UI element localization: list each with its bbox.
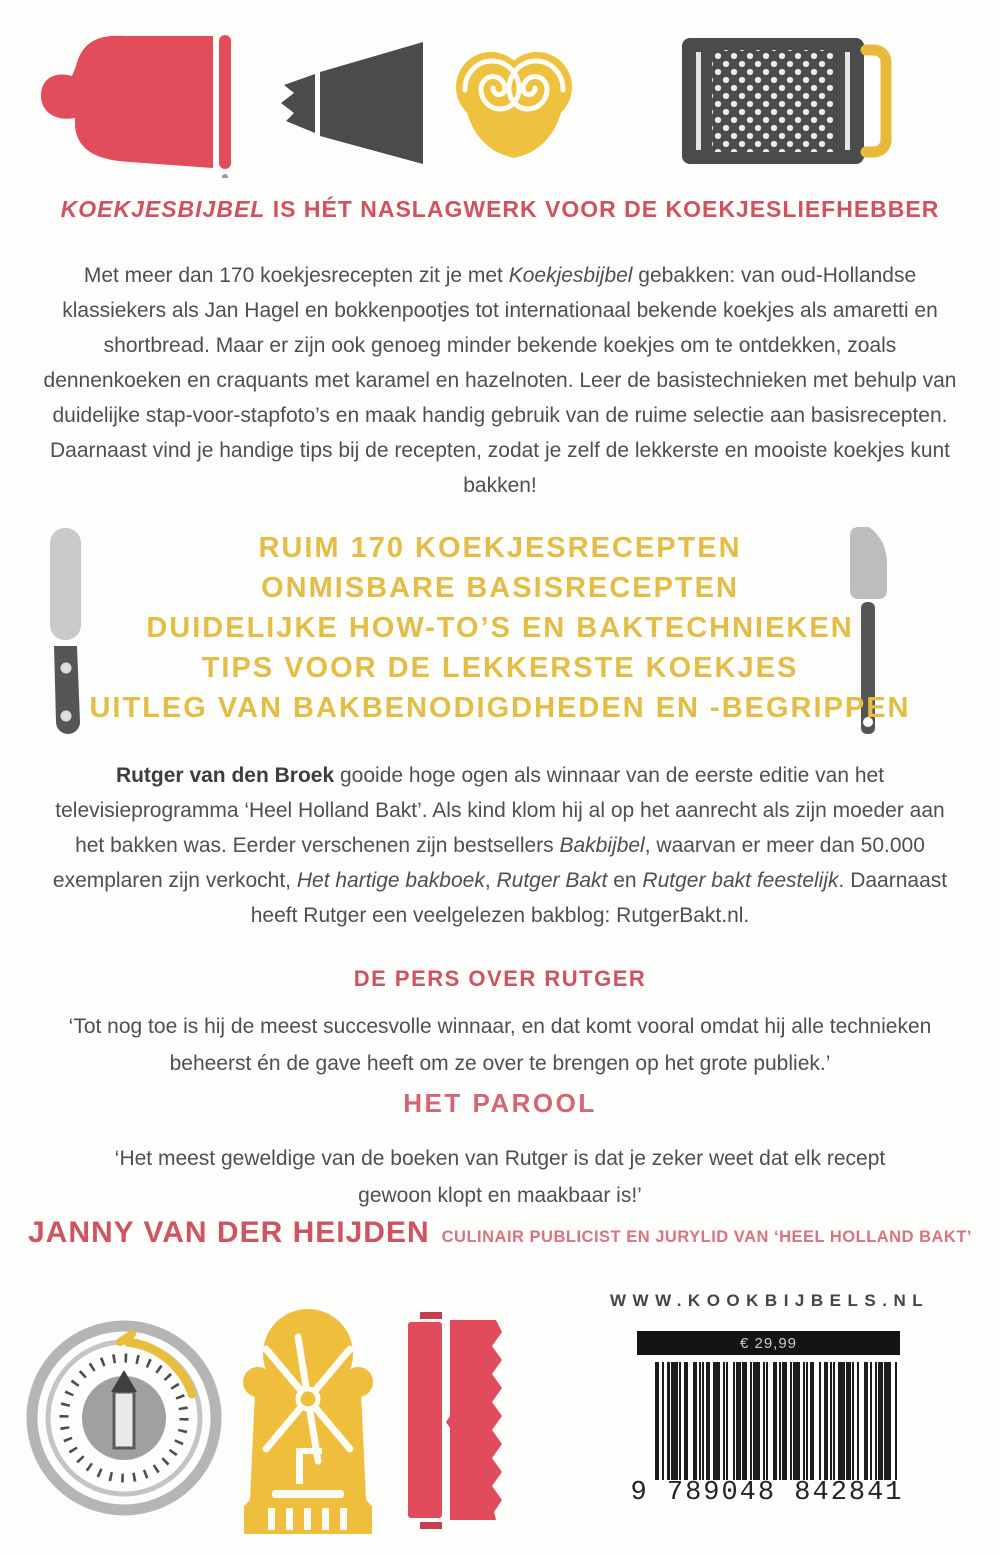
dough-scraper-icon bbox=[406, 1312, 541, 1532]
price-label: € 29,99 bbox=[739, 1334, 798, 1352]
kitchen-timer-icon bbox=[24, 1318, 224, 1518]
publisher-website: WWW.KOOKBIJBELS.NL bbox=[610, 1291, 930, 1310]
tagline-rest: IS HÉT NASLAGWERK VOOR DE KOEKJESLIEFHEBBER bbox=[265, 196, 940, 222]
feature-item: DUIDELIJKE HOW-TO’S EN BAKTECHNIEKEN bbox=[146, 612, 854, 644]
price-bar bbox=[637, 1331, 900, 1355]
palmier-cookie-icon bbox=[455, 32, 573, 172]
tagline-heading bbox=[40, 196, 960, 223]
feature-item: RUIM 170 KOEKJESRECEPTEN bbox=[258, 532, 742, 564]
press-source-parool: HET PAROOL bbox=[403, 1088, 597, 1118]
intro-paragraph: Met meer dan 170 koekjesrecepten zit je met Koekjesbijbel gebakken: van oud-Hollandse klassiekers als Jan Hagel en bokkenpootjes tot internationaal bekende koekjes als amaretti en shortbread. Maar er zijn ook genoeg minder bekende koekjes om te ontdekken, zoals dennenkoeken en craquants met karamel en hazelnoten. Leer de basistechnieken met behulp van duidelijke stap-voor-stapfoto’s en maak handig gebruik van de ruime selectie aan basisrecepten. Daarnaast vind je handige tips bij de recepten, zodat je zelf de lekkerste en mooiste koekjes kunt bakken! bbox=[43, 264, 957, 497]
press-heading: DE PERS OVER RUTGER bbox=[353, 966, 647, 991]
barcode-bars bbox=[655, 1362, 900, 1480]
windmill-cookie-icon bbox=[236, 1302, 380, 1538]
press-quote-parool: ‘Tot nog toe is hij de meest succesvolle winnaar, en dat komt vooral omdat hij alle technieken beheerst én de gave heeft om ze over te brengen op het grote publiek.’ bbox=[68, 1015, 932, 1075]
press-source-janny bbox=[28, 1216, 973, 1250]
press-quote-janny: ‘Het meest geweldige van de boeken van Rutger is dat je zeker weet dat elk recept gewoon klopt en maakbaar is!’ bbox=[114, 1147, 886, 1207]
feature-list bbox=[40, 528, 960, 728]
feature-item: ONMISBARE BASISRECEPTEN bbox=[261, 572, 739, 604]
piping-bag-icon bbox=[268, 40, 428, 168]
author-bio-paragraph: Rutger van den Broek gooide hoge ogen als winnaar van de eerste editie van het televisieprogramma ‘Heel Holland Bakt’. Als kind klom hij al op het aanrecht als zijn moeder aan het bakken was. Eerder verschenen zijn bestsellers Bakbijbel, waarvan er meer dan 50.000 exemplaren zijn verkocht, Het hartige bakboek, Rutger Bakt en Rutger bakt feestelijk. Daarnaast heeft Rutger een veelgelezen bakblog: RutgerBakt.nl. bbox=[52, 764, 948, 927]
tagline-title: KOEKJESBIJBEL bbox=[60, 196, 266, 222]
feature-item: TIPS VOOR DE LEKKERSTE KOEKJES bbox=[201, 652, 799, 684]
feature-item: UITLEG VAN BAKBENODIGDHEDEN EN -BEGRIPPEN bbox=[89, 692, 911, 724]
oven-mitt-icon bbox=[35, 28, 235, 178]
janny-role: CULINAIR PUBLICIST EN JURYLID VAN ‘HEEL HOLLAND BAKT’ bbox=[441, 1228, 973, 1246]
grater-icon bbox=[682, 36, 894, 166]
janny-name: JANNY VAN DER HEIJDEN bbox=[28, 1216, 430, 1249]
isbn-number: 9 789048 842841 bbox=[630, 1478, 904, 1508]
